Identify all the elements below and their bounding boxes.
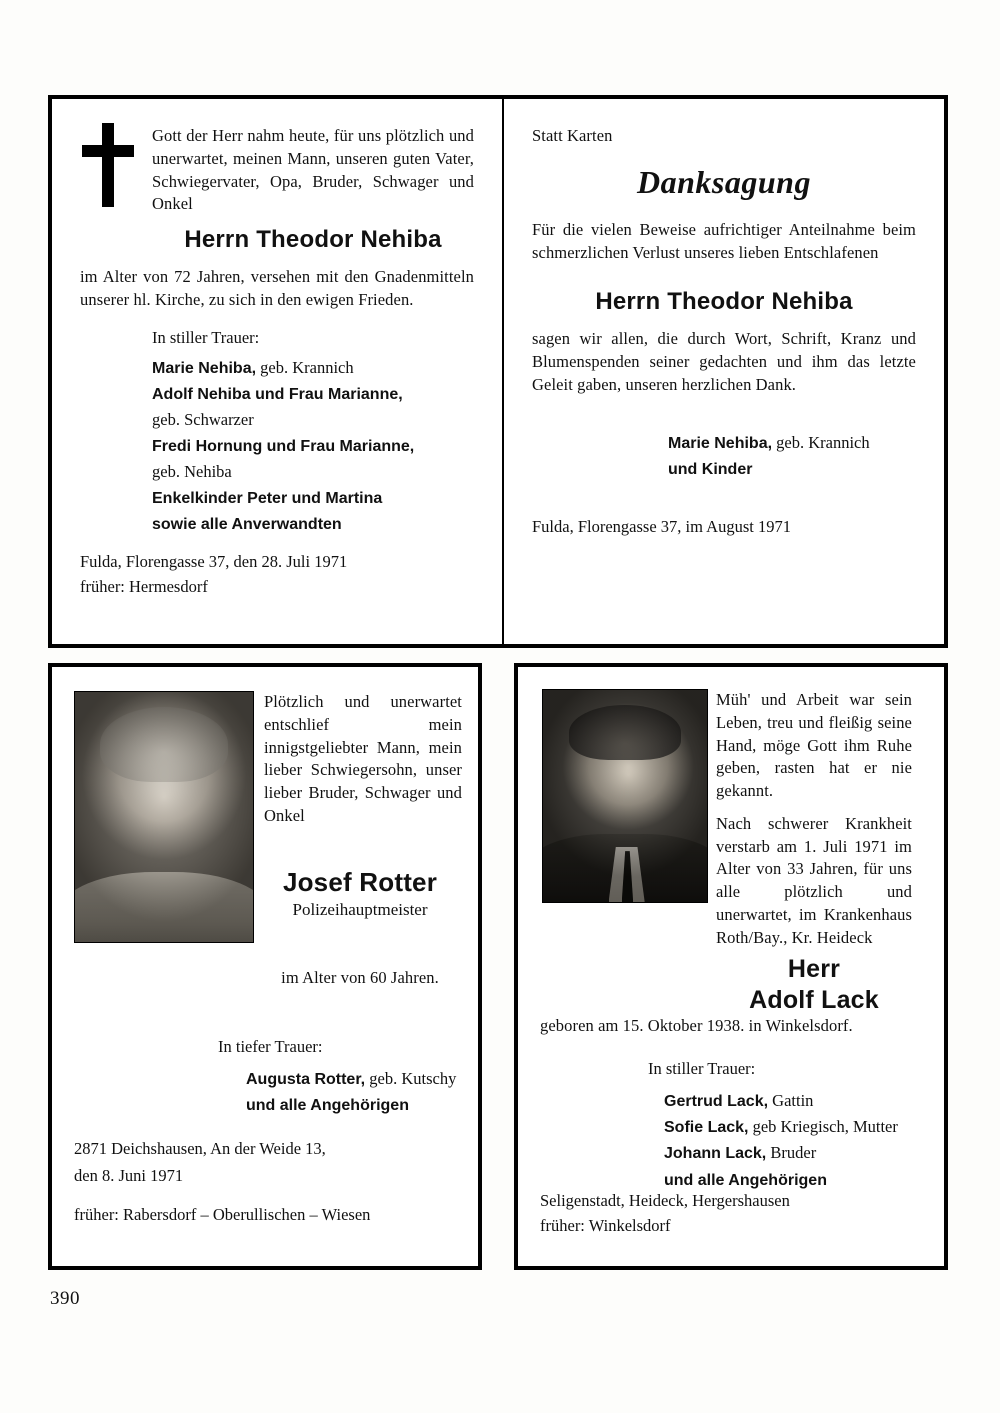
mourner-rest: geb. Krannich (772, 432, 870, 452)
rotter-name: Josef Rotter (282, 867, 438, 897)
list-item (152, 512, 474, 536)
notice-nehiba-inner (51, 98, 945, 645)
list-item (152, 460, 474, 484)
mourner-name: Fredi Hornung und Frau Marianne, (152, 437, 415, 455)
mourner-name: Gertrud Lack, (664, 1093, 769, 1110)
lack-former: früher: Winkelsdorf (540, 1216, 671, 1236)
mourner-name: sowie alle Anverwandten (152, 516, 342, 534)
rotter-date: den 8. Juni 1971 (74, 1166, 184, 1186)
lack-mourning-label: In stiller Trauer: (648, 1059, 756, 1078)
mourner-name: Sofie Lack, (664, 1119, 749, 1137)
mourner-rest: geb. Krannich (256, 357, 354, 377)
nehiba-death-mourners (152, 356, 474, 537)
notice-rotter-inner (51, 666, 479, 1267)
mourner-name: Augusta Rotter, (246, 1071, 366, 1088)
portrait-photo (542, 689, 708, 903)
lack-name-column (716, 955, 912, 1015)
rotter-detail: im Alter von 60 Jahren. (281, 968, 439, 987)
mourner-name: und alle Angehörigen (246, 1097, 409, 1115)
notice-nehiba-block (48, 95, 948, 648)
page-number: 390 (50, 1288, 80, 1309)
nehiba-death-name: Herrn Theodor Nehiba (184, 226, 442, 254)
lack-mourners (664, 1089, 930, 1192)
list-item (152, 434, 474, 458)
list-item (668, 457, 916, 481)
list-item (152, 356, 474, 380)
notice-josef-rotter (48, 663, 482, 1270)
list-item (246, 1067, 468, 1091)
notice-adolf-lack (514, 663, 948, 1270)
mourner-name: Marie Nehiba, (152, 359, 257, 377)
mourner-rest: geb. Nehiba (152, 462, 232, 482)
nehiba-thanks-mourners (668, 431, 916, 481)
list-item (664, 1089, 930, 1113)
mourner-rest: geb. Kutschy (365, 1069, 457, 1088)
mourner-rest: Gattin (768, 1091, 814, 1110)
mourner-rest: geb Kriegisch, Mutter (748, 1117, 898, 1137)
rotter-intro-column (264, 691, 462, 828)
nehiba-thanks-intro: Für die vielen Beweise aufrichtiger Anteilnahme beim schmerzlichen Verlust unseres lieben Entschlafenen (532, 219, 916, 262)
photo-shading (75, 692, 253, 942)
rotter-mourning-label: In tiefer Trauer: (218, 1037, 323, 1056)
lack-name-line1: Herr (787, 955, 841, 983)
lack-name-line2: Adolf Lack (749, 986, 879, 1014)
mourner-rest: geb. Schwarzer (152, 409, 254, 429)
nehiba-thanks-place-date: Fulda, Florengasse 37, im August 1971 (532, 516, 791, 536)
nehiba-thanks-detail: sagen wir allen, die durch Wort, Schrift, Kranz und Blumenspenden seiner gedachten und ihm das letzte Geleit gaben, unseren herzlichen Dank. (532, 329, 916, 394)
lack-birth-column (540, 1015, 930, 1038)
mourner-rest: Bruder (766, 1143, 817, 1163)
nehiba-death-mourning-label: In stiller Trauer: (152, 327, 260, 347)
portrait-photo (74, 691, 254, 943)
danksagung-heading: Danksagung (637, 163, 811, 200)
rotter-name-column (258, 867, 462, 920)
mourner-name: Enkelkinder Peter und Martina (152, 490, 383, 507)
list-item (152, 486, 474, 510)
statt-karten-label: Statt Karten (532, 126, 613, 145)
mourner-name: und Kinder (668, 460, 753, 478)
nehiba-death-detail: im Alter von 72 Jahren, versehen mit den Gnadenmitteln unserer hl. Kirche, zu sich in den ewigen Frieden. (80, 267, 474, 309)
list-item (152, 408, 474, 432)
rotter-footer (74, 1137, 464, 1226)
nehiba-death-intro: Gott der Herr nahm heute, für uns plötzlich und unerwartet, meinen Mann, unseren guten Vater, Schwiegervater, Opa, Bruder, Schwager und Onkel (152, 126, 474, 214)
rotter-intro: Plötzlich und unerwartet entschlief mein innigstgeliebter Mann, mein lieber Schwiegersohn, unser lieber Bruder, Schwager und Onkel (264, 692, 462, 825)
list-item (664, 1141, 930, 1165)
mourner-name: Marie Nehiba, (668, 434, 773, 452)
mourner-name: Johann Lack, (664, 1145, 767, 1163)
notice-lack-inner (517, 666, 945, 1267)
nehiba-death-former: früher: Hermesdorf (80, 577, 208, 597)
rotter-title: Polizeihauptmeister (292, 900, 428, 919)
cross-icon (82, 123, 134, 207)
rotter-place: 2871 Deichshausen, An der Weide 13, (74, 1139, 326, 1158)
notice-nehiba-death (52, 99, 502, 644)
nehiba-thanks-name: Herrn Theodor Nehiba (595, 288, 853, 316)
lack-verse-column (716, 689, 912, 949)
lack-intro: Nach schwerer Krankheit verstarb am 1. Juli 1971 im Alter von 33 Jahren, für uns alle plötzlich und unerwartet, im Krankenhaus Roth/Bay., Kr. Heideck (716, 813, 912, 947)
mourner-name: Adolf Nehiba und Frau Marianne, (152, 385, 403, 403)
rotter-detail-column (258, 967, 462, 990)
nehiba-death-place-date: Fulda, Florengasse 37, den 28. Juli 1971 (80, 552, 348, 572)
lack-birth: geboren am 15. Oktober 1938. in Winkelsdorf. (540, 1016, 853, 1035)
lack-verse: Müh' und Arbeit war sein Leben, treu und fleißig seine Hand, möge Gott ihm Ruhe geben, rasten hat er nie gekannt. (716, 690, 912, 801)
rotter-mourners (246, 1067, 468, 1117)
rotter-mourning-column (218, 1037, 468, 1119)
photo-shading (543, 690, 707, 902)
lack-footer (540, 1189, 930, 1237)
list-item (246, 1093, 468, 1117)
rotter-former: früher: Rabersdorf – Oberullischen – Wiesen (74, 1205, 371, 1225)
lack-place: Seligenstadt, Heideck, Hergershausen (540, 1191, 790, 1210)
list-item (152, 382, 474, 406)
list-item (668, 431, 916, 455)
notice-nehiba-thanks (504, 99, 944, 644)
mourner-name: und alle Angehörigen (664, 1171, 827, 1189)
list-item (664, 1115, 930, 1139)
lack-mourning-column (540, 1059, 930, 1194)
